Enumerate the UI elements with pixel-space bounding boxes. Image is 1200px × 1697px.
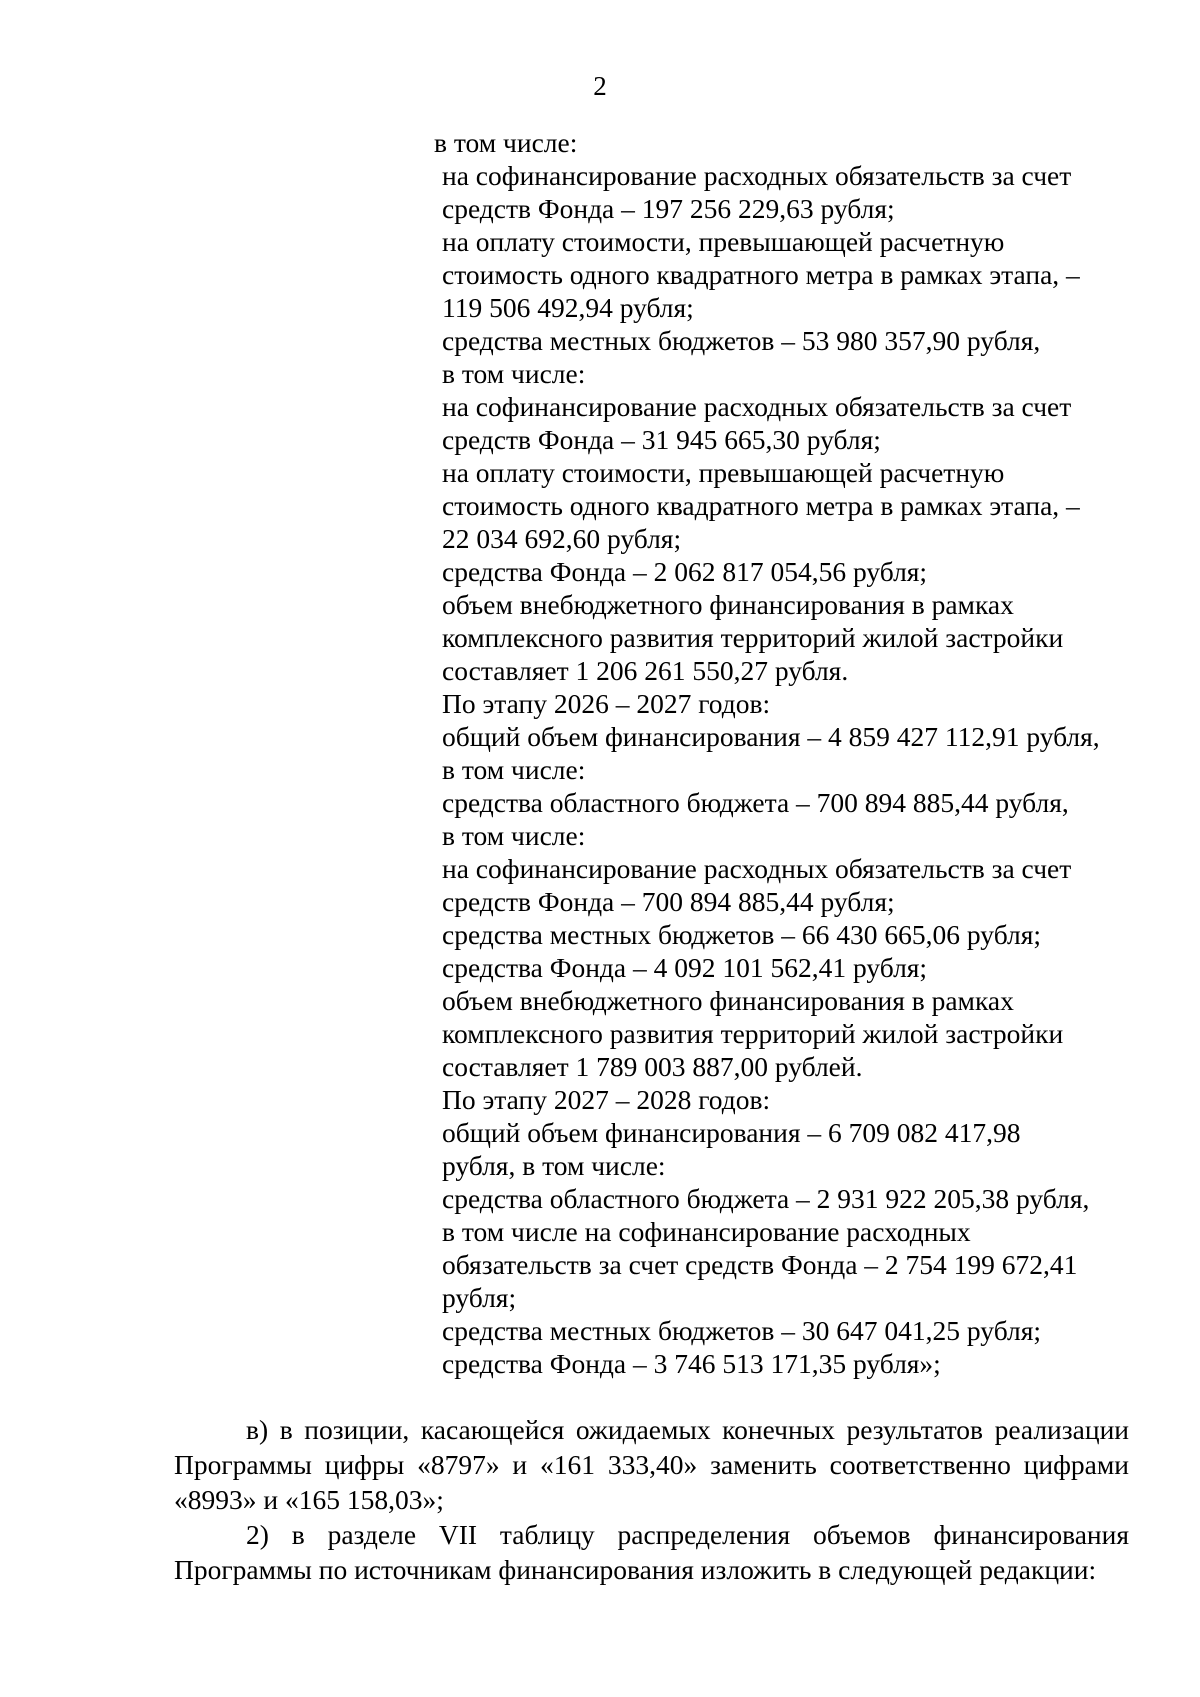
text-line: комплексного развития территорий жилой застройки — [442, 1018, 1064, 1049]
amendment-paragraphs — [174, 1412, 1129, 1587]
text-line: на оплату стоимости, превышающей расчетную — [442, 226, 1005, 257]
text-line: на софинансирование расходных обязательств за счет — [442, 160, 1072, 191]
text-line: средства областного бюджета – 2 931 922 205,38 рубля, — [442, 1183, 1090, 1214]
paragraph-line: Программы цифры «8797» и «161 333,40» заменить соответственно цифрами — [174, 1449, 1129, 1480]
text-line: составляет 1 789 003 887,00 рублей. — [442, 1051, 863, 1082]
text-line: По этапу 2026 – 2027 годов: — [442, 688, 771, 719]
text-line: рубля, в том числе: — [442, 1150, 666, 1181]
text-line: стоимость одного квадратного метра в рамках этапа, – — [442, 490, 1080, 521]
text-line: средств Фонда – 197 256 229,63 рубля; — [442, 193, 895, 224]
paragraph-line: в) в позиции, касающейся ожидаемых конечных результатов реализации — [246, 1414, 1129, 1445]
paragraph-2 — [174, 1517, 1129, 1587]
text-line: По этапу 2027 – 2028 годов: — [442, 1084, 771, 1115]
text-line: объем внебюджетного финансирования в рамках — [442, 589, 1014, 620]
text-line: комплексного развития территорий жилой застройки — [442, 622, 1064, 653]
text-line: на софинансирование расходных обязательств за счет — [442, 853, 1072, 884]
text-line: в том числе: — [442, 754, 586, 785]
text-line: в том числе на софинансирование расходных — [442, 1216, 971, 1247]
text-line: 119 506 492,94 рубля; — [442, 292, 694, 323]
text-line: в том числе: — [442, 820, 586, 851]
paragraph-line: 2) в разделе VII таблицу распределения объемов финансирования — [246, 1519, 1129, 1550]
text-line: средства Фонда – 4 092 101 562,41 рубля; — [442, 952, 928, 983]
text-line: на софинансирование расходных обязательств за счет — [442, 391, 1072, 422]
text-line: на оплату стоимости, превышающей расчетную — [442, 457, 1005, 488]
text-line: общий объем финансирования – 4 859 427 112,91 рубля, — [442, 721, 1100, 752]
text-line: средств Фонда – 700 894 885,44 рубля; — [442, 886, 895, 917]
text-line: средства местных бюджетов – 30 647 041,25 рубля; — [442, 1315, 1042, 1346]
text-line: в том числе: — [434, 127, 578, 158]
text-line: составляет 1 206 261 550,27 рубля. — [442, 655, 849, 686]
paragraph-line: «8993» и «165 158,03»; — [174, 1484, 444, 1515]
financing-details-block — [434, 126, 1142, 1380]
text-line: рубля; — [442, 1282, 517, 1313]
text-line: общий объем финансирования – 6 709 082 417,98 — [442, 1117, 1021, 1148]
paragraph-line: Программы по источникам финансирования изложить в следующей редакции: — [174, 1554, 1097, 1585]
text-line: объем внебюджетного финансирования в рамках — [442, 985, 1014, 1016]
text-line: 22 034 692,60 рубля; — [442, 523, 682, 554]
text-line: средства местных бюджетов – 53 980 357,90 рубля, — [442, 325, 1041, 356]
text-line: средств Фонда – 31 945 665,30 рубля; — [442, 424, 881, 455]
page-number: 2 — [593, 71, 607, 101]
text-line: обязательств за счет средств Фонда – 2 754 199 672,41 — [442, 1249, 1078, 1280]
text-line: стоимость одного квадратного метра в рамках этапа, – — [442, 259, 1080, 290]
text-line: в том числе: — [442, 358, 586, 389]
text-line: средства Фонда – 3 746 513 171,35 рубля»; — [442, 1348, 941, 1379]
text-line: средства местных бюджетов – 66 430 665,06 рубля; — [442, 919, 1042, 950]
paragraph-v — [174, 1412, 1129, 1517]
text-line: средства Фонда – 2 062 817 054,56 рубля; — [442, 556, 928, 587]
text-line: средства областного бюджета – 700 894 885,44 рубля, — [442, 787, 1069, 818]
